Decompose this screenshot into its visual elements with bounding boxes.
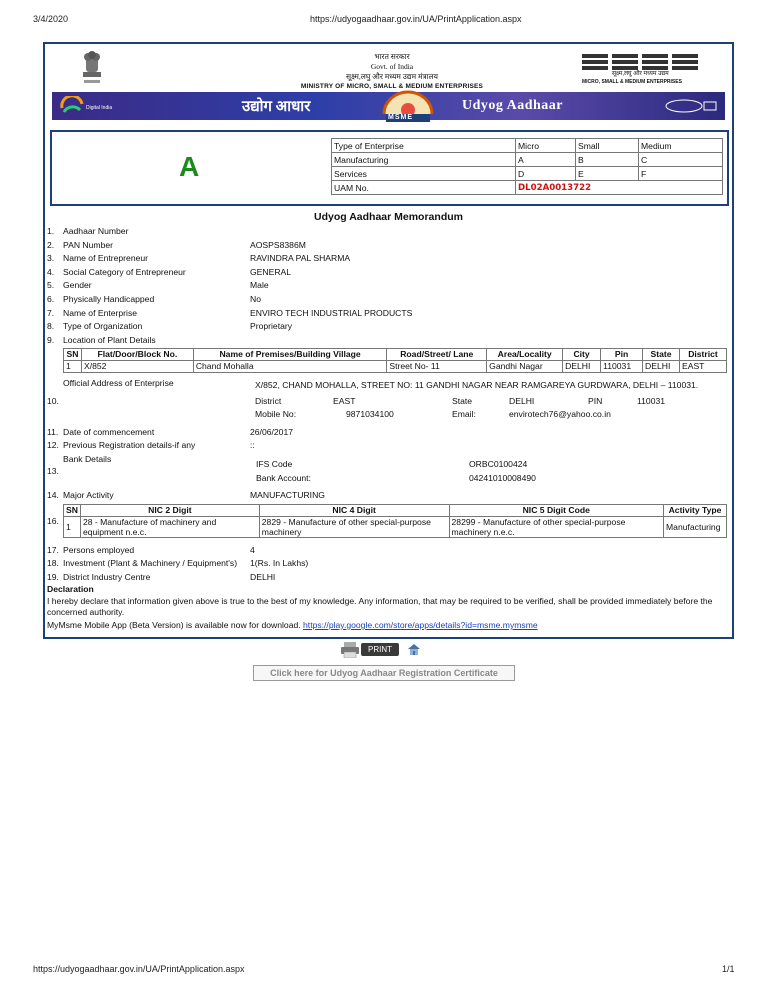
field-label: Social Category of Entrepreneur (63, 266, 186, 277)
field-value: GENERAL (250, 266, 292, 277)
govt-text: Govt. of India (370, 62, 414, 71)
digital-india-text: Digital India (86, 105, 113, 111)
field-label: Name of Enterprise (63, 307, 138, 318)
digital-india-right-logo-icon (664, 98, 718, 114)
category-cell: Manufacturing (332, 153, 516, 167)
digital-india-logo-icon (60, 96, 84, 116)
home-icon[interactable] (407, 643, 421, 656)
plant-header: Flat/Door/Block No. (81, 349, 193, 361)
seal-msme-text: MSME (388, 114, 413, 121)
category-cell: Micro (516, 139, 576, 153)
category-cell: Medium (639, 139, 723, 153)
plant-header: Pin (601, 349, 643, 361)
msme-logo (582, 52, 717, 88)
field-label: Previous Registration details-if any (63, 440, 196, 450)
field-label: Major Activity (63, 490, 114, 500)
field-value: DELHI (250, 572, 276, 582)
ministry-title (262, 52, 522, 92)
plant-header: State (643, 349, 680, 361)
plant-header: Area/Locality (487, 349, 563, 361)
plant-cell: DELHI (563, 361, 601, 373)
field-label: Gender (63, 280, 92, 291)
hindi-govt-text: भारत सरकार (374, 52, 410, 61)
field-value: 4 (250, 545, 255, 555)
email-value: envirotech76@yahoo.co.in (509, 409, 611, 419)
print-date: 3/4/2020 (33, 14, 69, 24)
bank-account-value: 04241010008490 (469, 473, 536, 483)
printer-icon[interactable] (340, 642, 360, 658)
print-url-footer: https://udyogaadhaar.gov.in/UA/PrintApplication.aspx (33, 964, 245, 974)
mobile-app-text: MyMsme Mobile App (Beta Version) is available now for download. (47, 620, 301, 630)
field-label: PAN Number (63, 239, 113, 250)
udyog-aadhaar-bar (52, 92, 725, 120)
plant-header: City (563, 349, 601, 361)
mobile-label: Mobile No: (255, 409, 297, 419)
plant-cell: X/852 (81, 361, 193, 373)
plant-cell: Gandhi Nagar (487, 361, 563, 373)
field-label: Physically Handicapped (63, 294, 155, 304)
nic-cell: 28299 - Manufacture of other special-purpose machinery n.e.c. (449, 517, 664, 538)
registration-certificate-button[interactable]: Click here for Udyog Aadhaar Registration Certificate (253, 665, 515, 681)
category-cell: B (576, 153, 639, 167)
category-table (331, 138, 723, 195)
government-banner (52, 48, 725, 92)
field-value: AOSPS8386M (250, 239, 306, 250)
nic-header: NIC 2 Digit (80, 505, 259, 517)
category-cell: Small (576, 139, 639, 153)
bank-account-label: Bank Account: (256, 473, 311, 483)
ministry-text: MINISTRY OF MICRO, SMALL & MEDIUM ENTERPRISES (300, 83, 484, 90)
category-cell: E (576, 167, 639, 181)
category-cell: Type of Enterprise (332, 139, 516, 153)
plant-cell: DELHI (643, 361, 680, 373)
field-value: RAVINDRA PAL SHARMA (250, 253, 351, 264)
district-label: District (255, 396, 282, 406)
state-label: State (452, 396, 473, 406)
plant-header: Road/Street/ Lane (387, 349, 487, 361)
plant-cell: 1 (64, 361, 82, 373)
category-cell: Services (332, 167, 516, 181)
hindi-ministry-text: सूक्ष्म,लघु और मध्यम उद्यम मंत्रालय (346, 72, 438, 81)
enterprise-category-box (50, 130, 729, 206)
udyog-aadhaar-hindi: उद्योग आधार (242, 99, 311, 115)
nic-cell: Manufacturing (664, 517, 727, 538)
uam-number: DL02A0013722 (516, 181, 723, 195)
category-row (332, 153, 723, 167)
plant-cell: 110031 (601, 361, 643, 373)
field-value: Proprietary (250, 321, 293, 332)
field-value: :: (250, 440, 255, 450)
nic-header: NIC 4 Digit (259, 505, 449, 517)
field-label: Investment (Plant & Machinery / Equipment's) (63, 558, 238, 568)
field-label: Type of Organization (63, 321, 143, 332)
nic-header: SN (64, 505, 81, 517)
pin-label: PIN (588, 396, 603, 406)
category-row (332, 167, 723, 181)
nic-header: Activity Type (664, 505, 727, 517)
state-value: DELHI (509, 396, 535, 406)
nic-row (64, 517, 727, 538)
district-value: EAST (333, 396, 356, 406)
plant-cell: EAST (679, 361, 726, 373)
uam-label: UAM No. (332, 181, 516, 195)
uam-row (332, 181, 723, 195)
field-value: Male (250, 280, 269, 291)
email-label: Email: (452, 409, 476, 419)
page-number: 1/1 (722, 964, 735, 974)
mobile-app-note (47, 620, 538, 630)
plant-cell: Chand Mohalla (193, 361, 387, 373)
nic-cell: 2829 - Manufacture of other special-purpose machinery (259, 517, 449, 538)
plant-header-row (64, 349, 727, 361)
category-row (332, 139, 723, 153)
udyog-aadhaar-english: Udyog Aadhaar (462, 98, 564, 113)
msme-logo-icon (582, 52, 702, 70)
category-cell: D (516, 167, 576, 181)
field-value: ENVIRO TECH INDUSTRIAL PRODUCTS (250, 307, 413, 318)
field-label: Official Address of Enterprise (63, 378, 174, 388)
field-label: Aadhaar Number (63, 226, 129, 236)
nic-cell: 28 - Manufacture of machinery and equipment n.e.c. (80, 517, 259, 538)
plant-header: Name of Premises/Building Village (193, 349, 387, 361)
national-emblem-icon (78, 50, 106, 88)
ifs-label: IFS Code (256, 459, 293, 469)
mobile-value: 9871034100 (346, 409, 394, 419)
field-label: District Industry Centre (63, 572, 151, 582)
field-value: 26/06/2017 (250, 427, 294, 437)
field-label: Location of Plant Details (63, 334, 156, 345)
nic-cell: 1 (64, 517, 81, 538)
category-cell: F (639, 167, 723, 181)
field-label: Name of Entrepreneur (63, 253, 149, 264)
plant-header: District (679, 349, 726, 361)
memorandum-title: Udyog Aadhaar Memorandum (314, 211, 463, 223)
plant-cell: Street No- 11 (387, 361, 487, 373)
field-value: No (250, 294, 261, 304)
category-cell: C (639, 153, 723, 167)
nic-header: NIC 5 Digit Code (449, 505, 664, 517)
declaration-text: I hereby declare that information given above is true to the best of my knowledge. Any information, that may be required to be verified, shall be provided immediately before the concerned authority. (47, 596, 713, 617)
field-label: Persons employed (63, 545, 135, 555)
field-value: 1(Rs. In Lakhs) (250, 558, 309, 568)
declaration-title: Declaration (47, 584, 94, 594)
official-address: X/852, CHAND MOHALLA, STREET NO: 11 GANDHI NAGAR NEAR RAMGAREYA GURDWARA, DELHI – 110031. (255, 380, 699, 390)
print-url-header: https://udyogaadhaar.gov.in/UA/PrintApplication.aspx (310, 14, 522, 24)
ifs-value: ORBC0100424 (469, 459, 528, 469)
field-label: Bank Details (63, 454, 112, 464)
nic-header-row (64, 505, 727, 517)
play-store-link[interactable]: https://play.google.com/store/apps/details?id=msme.mymsme (303, 620, 538, 630)
print-button[interactable]: PRINT (361, 643, 399, 656)
plant-header: SN (64, 349, 82, 361)
msme-hindi-text: सूक्ष्म,लघु और मध्यम उद्यम (612, 71, 669, 77)
field-value: MANUFACTURING (250, 490, 325, 500)
pin-value: 110031 (637, 396, 666, 406)
field-label: Date of commencement (63, 427, 155, 437)
category-letter: A (179, 151, 200, 182)
category-cell: A (516, 153, 576, 167)
plant-location-table (63, 348, 727, 373)
msme-sub-text: MICRO, SMALL & MEDIUM ENTERPRISES (582, 79, 682, 85)
nic-table (63, 504, 727, 538)
plant-row (64, 361, 727, 373)
